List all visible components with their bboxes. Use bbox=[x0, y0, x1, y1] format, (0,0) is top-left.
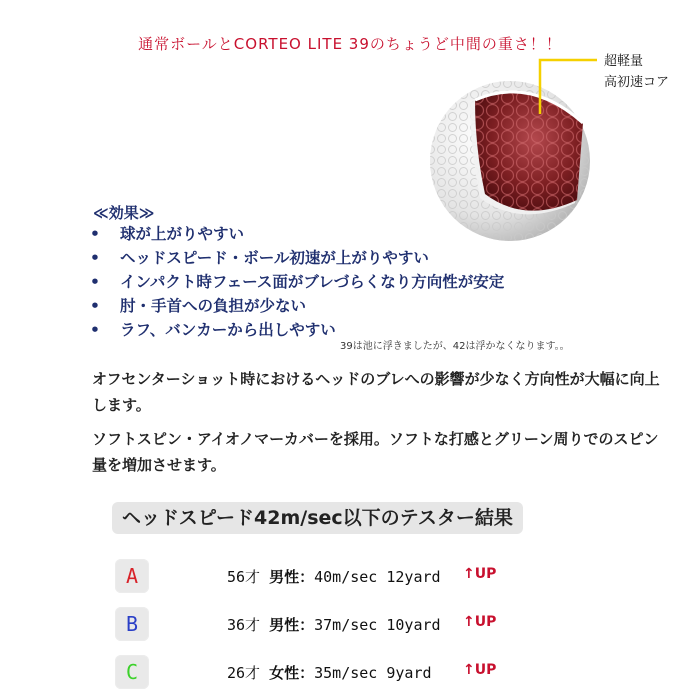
effects-list bbox=[90, 222, 504, 342]
tester-row-a bbox=[115, 559, 615, 593]
effect-item: • 肘・手首への負担が少ない bbox=[90, 294, 504, 318]
effect-item: • ヘッドスピード・ボール初速が上がりやすい bbox=[90, 246, 504, 270]
effect-item: • ラフ、バンカーから出しやすい bbox=[90, 318, 504, 342]
tester-info: 56才 男性：40m/sec 12yard bbox=[227, 568, 441, 586]
tester-row-b bbox=[115, 607, 615, 641]
callout-pointer bbox=[537, 57, 597, 117]
float-note: 39は池に浮きましたが、42は浮かなくなります。。 bbox=[340, 341, 570, 352]
core-callout bbox=[604, 51, 669, 93]
tester-badge: B bbox=[115, 607, 149, 641]
tester-info: 36才 男性：37m/sec 10yard bbox=[227, 616, 441, 634]
bullet-icon: • bbox=[90, 249, 100, 267]
headline: 通常ボールとCORTEO LITE 39のちょうど中間の重さ！！ bbox=[138, 35, 562, 53]
tester-badge: A bbox=[115, 559, 149, 593]
bullet-icon: • bbox=[90, 321, 100, 339]
up-indicator: ↑UP bbox=[463, 662, 497, 678]
description-paragraph-1: オフセンターショット時におけるヘッドのブレへの影響が少なく方向性が大幅に向上します。 bbox=[92, 370, 660, 414]
bullet-icon: • bbox=[90, 297, 100, 315]
description-paragraph-2: ソフトスピン・アイオノマーカバーを採用。ソフトな打感とグリーン周りでのスピン量を増加させます。 bbox=[92, 430, 659, 474]
effect-item: • インパクト時フェース面がブレづらくなり方向性が安定 bbox=[90, 270, 504, 294]
callout-line1: 超軽量 bbox=[604, 54, 644, 69]
effects-title: ≪効果≫ bbox=[93, 204, 155, 222]
tester-badge: C bbox=[115, 655, 149, 689]
bullet-icon: • bbox=[90, 225, 100, 243]
tester-results-title: ヘッドスピード42m/sec以下のテスター結果 bbox=[112, 502, 523, 534]
bullet-icon: • bbox=[90, 273, 100, 291]
callout-line2: 高初速コア bbox=[604, 75, 670, 90]
up-indicator: ↑UP bbox=[463, 566, 497, 582]
tester-info: 26才 女性：35m/sec 9yard bbox=[227, 664, 432, 682]
tester-row-c bbox=[115, 655, 615, 689]
effect-item: • 球が上がりやすい bbox=[90, 222, 504, 246]
up-indicator: ↑UP bbox=[463, 614, 497, 630]
